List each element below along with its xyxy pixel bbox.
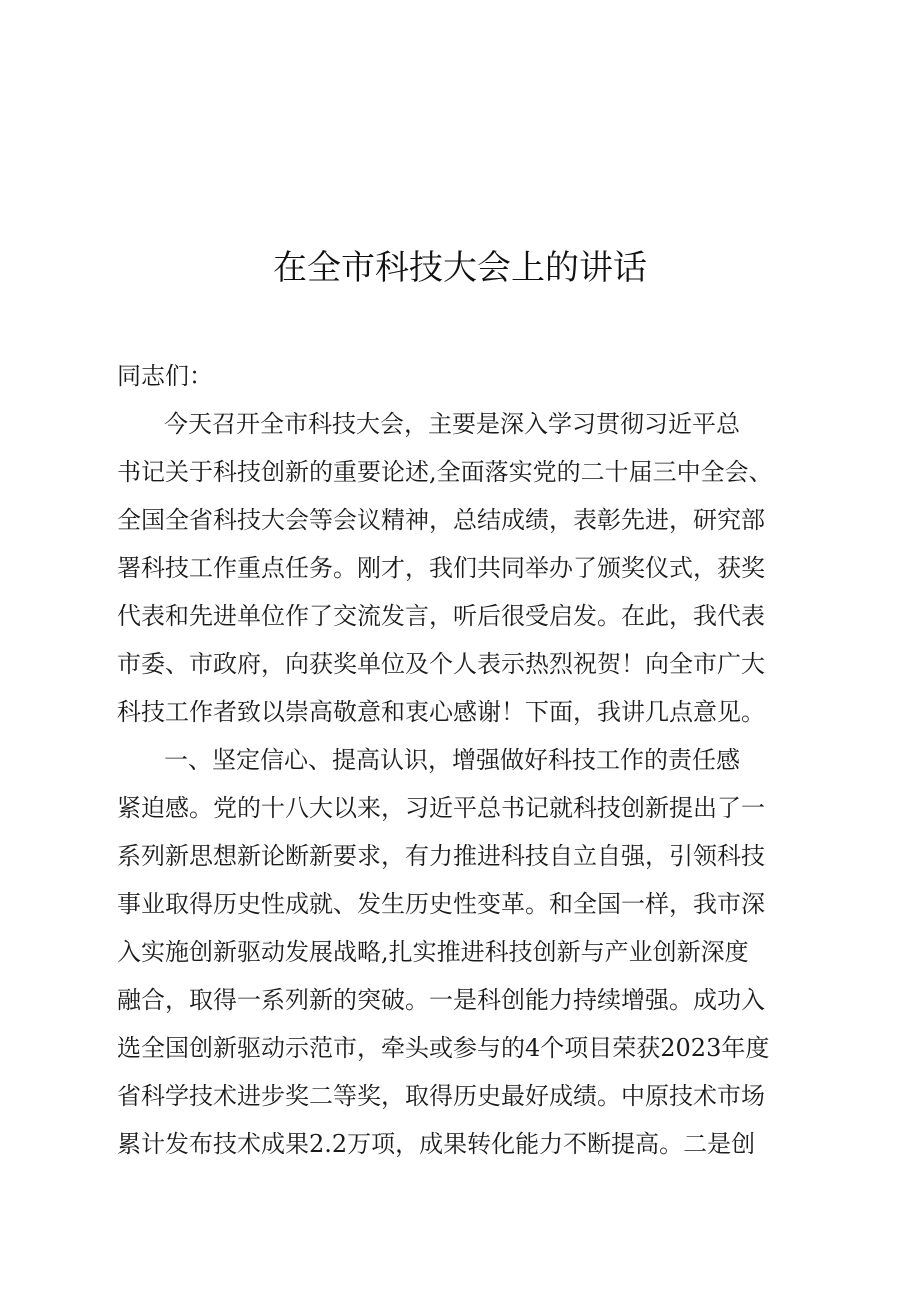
paragraph-line: 紧迫感。党的十八大以来，习近平总书记就科技创新提出了一	[117, 794, 765, 822]
salutation: 同志们：	[117, 362, 213, 390]
paragraph-line: 全国全省科技大会等会议精神，总结成绩，表彰先进，研究部	[117, 506, 765, 534]
section-heading-line: 一、坚定信心、提高认识，增强做好科技工作的责任感	[164, 746, 740, 774]
paragraph-line: 融合，取得一系列新的突破。一是科创能力持续增强。成功入	[117, 986, 765, 1014]
paragraph-line: 今天召开全市科技大会，主要是深入学习贯彻习近平总	[164, 410, 740, 438]
paragraph-line: 累计发布技术成果2.2万项，成果转化能力不断提高。二是创	[117, 1130, 756, 1158]
paragraph-line: 省科学技术进步奖二等奖，取得历史最好成绩。中原技术市场	[117, 1082, 765, 1110]
paragraph-line: 系列新思想新论断新要求，有力推进科技自立自强，引领科技	[117, 842, 765, 870]
paragraph-line: 市委、市政府，向获奖单位及个人表示热烈祝贺！向全市广大	[117, 650, 765, 678]
paragraph-line: 入实施创新驱动发展战略,扎实推进科技创新与产业创新深度	[117, 938, 749, 966]
paragraph-line: 选全国创新驱动示范市，牵头或参与的4个项目荣获2023年度	[117, 1034, 770, 1062]
paragraph-line: 科技工作者致以崇高敬意和衷心感谢！下面，我讲几点意见。	[117, 698, 765, 726]
document-title: 在全市科技大会上的讲话	[273, 248, 647, 288]
paragraph-line: 代表和先进单位作了交流发言，听后很受启发。在此，我代表	[117, 602, 765, 630]
paragraph-line: 书记关于科技创新的重要论述,全面落实党的二十届三中全会、	[117, 458, 773, 486]
paragraph-line: 事业取得历史性成就、发生历史性变革。和全国一样，我市深	[117, 890, 765, 918]
paragraph-line: 署科技工作重点任务。刚才，我们共同举办了颁奖仪式，获奖	[117, 554, 765, 582]
